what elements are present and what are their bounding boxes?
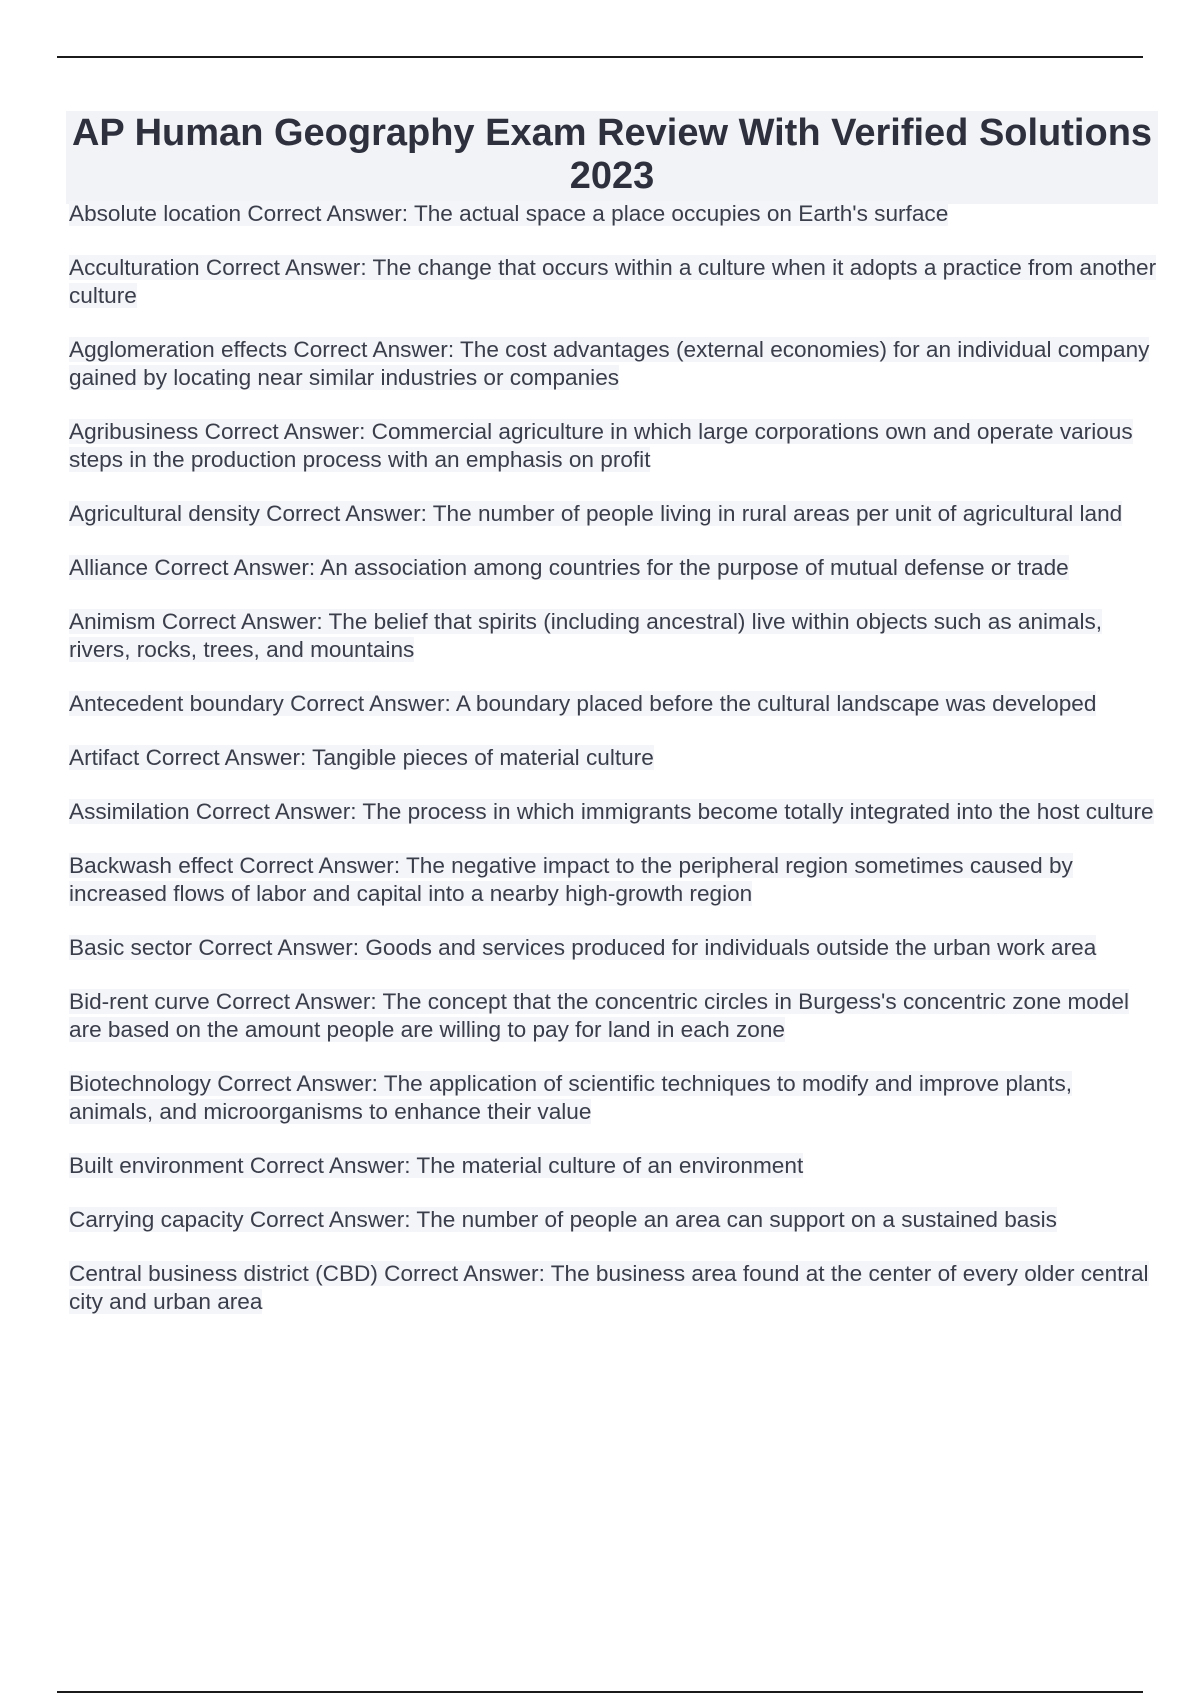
entry-carrying-capacity: Carrying capacity Correct Answer: The number of people an area can support on a sustained basis bbox=[69, 1207, 1057, 1232]
entry-alliance: Alliance Correct Answer: An association among countries for the purpose of mutual defense or trade bbox=[69, 555, 1069, 580]
entry-artifact: Artifact Correct Answer: Tangible pieces of material culture bbox=[69, 745, 654, 770]
bottom-rule bbox=[57, 1691, 1143, 1693]
entry-agglomeration-effects: Agglomeration effects Correct Answer: The cost advantages (external economies) for an individual company gained by locating near similar industries or companies bbox=[69, 337, 1150, 390]
entry-basic-sector: Basic sector Correct Answer: Goods and services produced for individuals outside the urban work area bbox=[69, 935, 1097, 960]
entry-animism: Animism Correct Answer: The belief that spirits (including ancestral) live within objects such as animals, rivers, rocks, trees, and mountains bbox=[69, 609, 1103, 662]
entry-assimilation: Assimilation Correct Answer: The process in which immigrants become totally integrated into the host culture bbox=[69, 799, 1154, 824]
top-rule bbox=[57, 56, 1143, 58]
entry-built-environment: Built environment Correct Answer: The material culture of an environment bbox=[69, 1153, 804, 1178]
entry-list bbox=[69, 200, 1159, 1342]
entry-acculturation: Acculturation Correct Answer: The change that occurs within a culture when it adopts a practice from another culture bbox=[69, 255, 1157, 308]
entry-backwash-effect: Backwash effect Correct Answer: The negative impact to the peripheral region sometimes caused by increased flows of labor and capital into a nearby high-growth region bbox=[69, 853, 1073, 906]
entry-antecedent-boundary: Antecedent boundary Correct Answer: A boundary placed before the cultural landscape was developed bbox=[69, 691, 1097, 716]
entry-agricultural-density: Agricultural density Correct Answer: The number of people living in rural areas per unit of agricultural land bbox=[69, 501, 1123, 526]
title-block bbox=[66, 111, 1158, 204]
entry-absolute-location: Absolute location Correct Answer: The actual space a place occupies on Earth's surface bbox=[69, 201, 949, 226]
entry-central-business-district: Central business district (CBD) Correct Answer: The business area found at the center of every older central city and urban area bbox=[69, 1261, 1149, 1314]
document-title: AP Human Geography Exam Review With Verified Solutions 2023 bbox=[71, 112, 1153, 197]
entry-agribusiness: Agribusiness Correct Answer: Commercial agriculture in which large corporations own and operate various steps in the production process with an emphasis on profit bbox=[69, 419, 1133, 472]
entry-bid-rent-curve: Bid-rent curve Correct Answer: The concept that the concentric circles in Burgess's concentric zone model are based on the amount people are willing to pay for land in each zone bbox=[69, 989, 1130, 1042]
entry-biotechnology: Biotechnology Correct Answer: The application of scientific techniques to modify and improve plants, animals, and microorganisms to enhance their value bbox=[69, 1071, 1073, 1124]
